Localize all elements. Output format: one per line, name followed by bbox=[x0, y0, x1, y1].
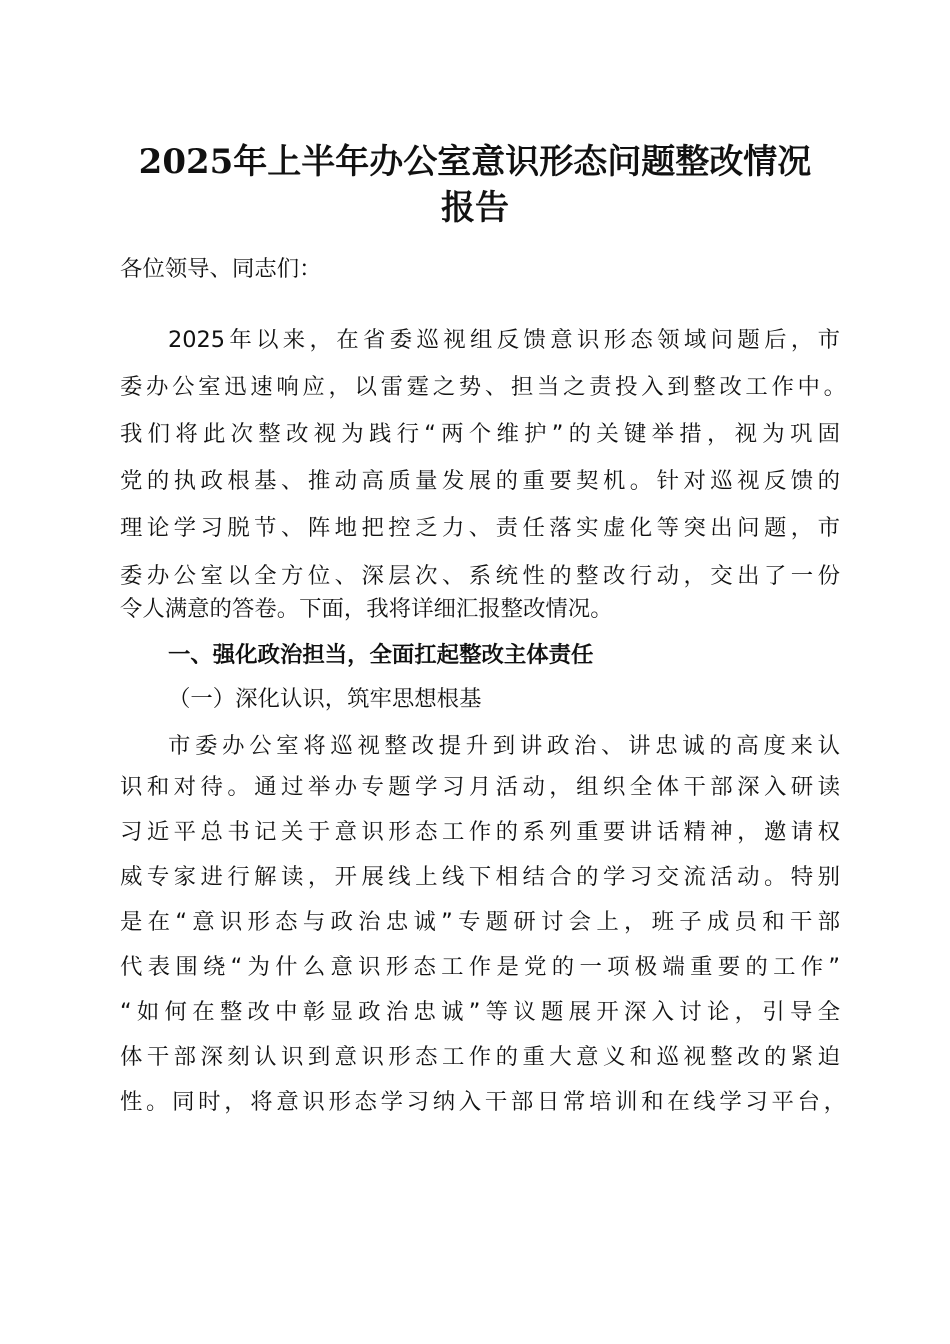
subsection-heading: （一）深化认识，筑牢思想根基 bbox=[168, 686, 482, 712]
body-line: 市委办公室将巡视整改提升到讲政治、讲忠诚的高度来认 bbox=[168, 733, 840, 759]
intro-line: 理论学习脱节、阵地把控乏力、责任落实虚化等突出问题，市 bbox=[120, 515, 840, 541]
intro-line: 党的执政根基、推动高质量发展的重要契机。针对巡视反馈的 bbox=[120, 468, 840, 494]
intro-line: 我们将此次整改视为践行“两个维护”的关键举措，视为巩固 bbox=[120, 421, 840, 447]
body-line: 识和对待。通过举办专题学习月活动，组织全体干部深入研读 bbox=[120, 774, 840, 800]
body-line: 是在“意识形态与政治忠诚”专题研讨会上，班子成员和干部 bbox=[120, 909, 840, 935]
section-heading: 一、强化政治担当，全面扛起整改主体责任 bbox=[168, 642, 594, 668]
intro-line: 委办公室迅速响应，以雷霆之势、担当之责投入到整改工作中。 bbox=[120, 374, 846, 400]
body-line: 代表围绕“为什么意识形态工作是党的一项极端重要的工作” bbox=[120, 954, 840, 980]
body-line: “如何在整改中彰显政治忠诚”等议题展开深入讨论，引导全 bbox=[120, 999, 840, 1025]
document-title-line-1: 2025年上半年办公室意识形态问题整改情况 bbox=[138, 142, 812, 182]
body-line: 性。同时，将意识形态学习纳入干部日常培训和在线学习平台， bbox=[120, 1089, 846, 1115]
body-line: 体干部深刻认识到意识形态工作的重大意义和巡视整改的紧迫 bbox=[120, 1044, 840, 1070]
body-line: 习近平总书记关于意识形态工作的系列重要讲话精神，邀请权 bbox=[120, 819, 840, 845]
body-line: 威专家进行解读，开展线上线下相结合的学习交流活动。特别 bbox=[120, 864, 840, 890]
salutation: 各位领导、同志们： bbox=[120, 256, 322, 282]
document-title-line-2: 报告 bbox=[441, 188, 509, 228]
intro-line: 令人满意的答卷。下面，我将详细汇报整改情况。 bbox=[120, 596, 613, 622]
intro-line: 2025年以来，在省委巡视组反馈意识形态领域问题后，市 bbox=[168, 327, 840, 353]
intro-line: 委办公室以全方位、深层次、系统性的整改行动，交出了一份 bbox=[120, 563, 840, 589]
